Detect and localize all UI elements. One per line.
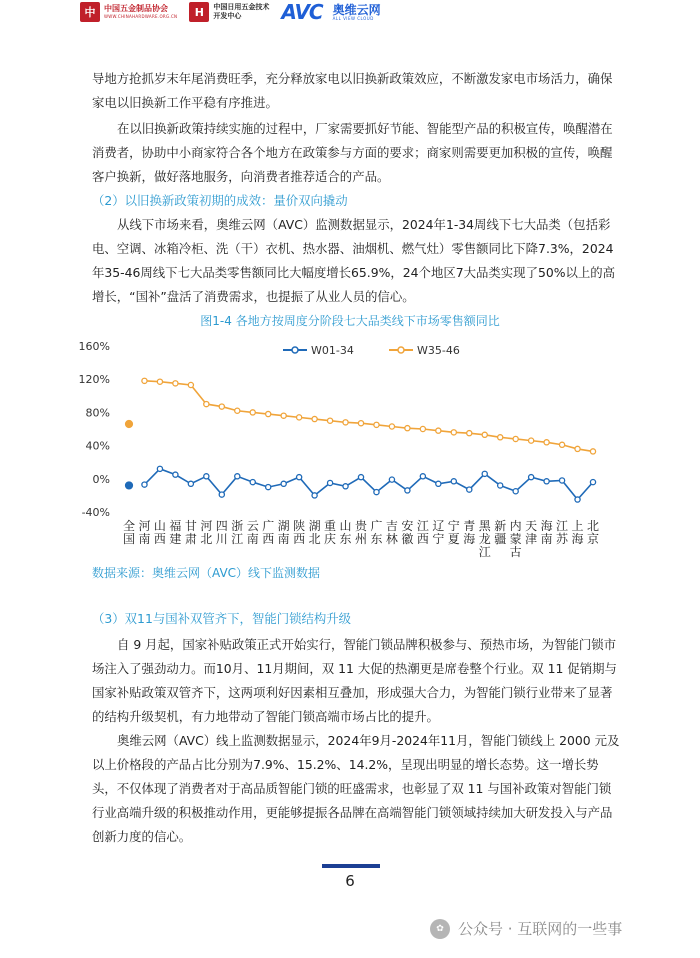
x-category-label: 肃 xyxy=(184,532,197,546)
page-number: 6 xyxy=(345,872,355,890)
section-title-2: （2）以旧换新政策初期的成效：量价双向撬动 xyxy=(92,193,348,208)
x-category-label: 新 xyxy=(494,519,507,533)
data-point-2 xyxy=(219,404,224,409)
tech-center-logo xyxy=(189,2,269,22)
wechat-icon: ✿ xyxy=(430,919,450,939)
data-point-2 xyxy=(405,426,410,431)
data-point-1 xyxy=(250,480,255,485)
x-category-label: 四 xyxy=(215,519,228,533)
data-point-2 xyxy=(358,421,363,426)
data-point-2 xyxy=(374,422,379,427)
x-category-label: 全 xyxy=(122,519,136,533)
data-point-1 xyxy=(529,475,534,480)
x-category-label: 云 xyxy=(246,519,259,533)
x-category-label: 蒙 xyxy=(509,532,522,546)
x-category-label: 北 xyxy=(200,532,213,546)
avc-name: 奥维云网 xyxy=(332,2,381,17)
data-point-2 xyxy=(544,440,549,445)
data-source: 数据来源：奥维云网（AVC）线下监测数据 xyxy=(92,566,321,580)
data-point-2 xyxy=(266,411,271,416)
x-category-label: 黑 xyxy=(478,519,491,533)
x-category-label: 川 xyxy=(215,532,228,546)
x-category-label: 南 xyxy=(246,532,259,546)
data-point-2 xyxy=(389,424,394,429)
watermark-text: 公众号 · 互联网的一些事 xyxy=(458,920,623,938)
data-point-1 xyxy=(420,474,425,479)
x-category-label: 海 xyxy=(571,532,584,546)
x-category-label: 浙 xyxy=(231,519,244,533)
national-point-2 xyxy=(125,420,132,427)
x-category-label: 贵 xyxy=(354,519,368,533)
x-category-label: 东 xyxy=(370,532,383,546)
x-category-label: 宁 xyxy=(432,532,445,546)
x-category-label: 古 xyxy=(509,545,522,559)
avc-logo xyxy=(281,0,380,24)
data-point-1 xyxy=(482,471,487,476)
data-point-2 xyxy=(157,379,162,384)
data-point-1 xyxy=(173,472,178,477)
data-point-1 xyxy=(544,479,549,484)
header-logos xyxy=(80,0,393,24)
x-category-label: 京 xyxy=(586,532,600,546)
paragraph-4: 自 9 月起，国家补贴政策正式开始实行，智能门锁品牌积极参与、预热市场，为智能门锁市场注入了强劲动力。而10月、11月期间，双 11 大促的热潮更是席卷整个行业。双 11 促销期与国家补贴政策双管齐下，这两项利好因素相互叠加，形成强大合力，为智能门锁行业带来了显著的结构升级契机，有力地带动了智能门锁高端市场占比的提升。 xyxy=(92,637,617,724)
data-point-2 xyxy=(312,416,317,421)
avc-logo-mark: AVC xyxy=(281,0,323,24)
x-category-label: 上 xyxy=(571,519,584,533)
legend-marker-1 xyxy=(292,347,298,353)
x-category-label: 西 xyxy=(153,532,166,546)
x-category-label: 国 xyxy=(122,532,136,546)
data-point-2 xyxy=(590,449,595,454)
series-line-2 xyxy=(144,381,593,452)
tech-center-name-line1: 中国日用五金技术 xyxy=(213,3,270,11)
x-category-label: 南 xyxy=(138,532,151,546)
data-point-2 xyxy=(529,438,534,443)
data-point-2 xyxy=(420,426,425,431)
chart-title: 图1-4 各地方按周度分阶段七大品类线下市场零售额同比 xyxy=(200,314,500,328)
x-category-label: 重 xyxy=(324,519,337,533)
x-category-label: 湖 xyxy=(308,519,321,533)
legend-marker-2 xyxy=(398,347,404,353)
avc-subtitle: ALL VIEW CLOUD xyxy=(332,15,374,21)
data-point-1 xyxy=(142,482,147,487)
x-category-label: 青 xyxy=(463,519,476,533)
retail-growth-line-chart xyxy=(0,330,700,560)
data-point-1 xyxy=(513,489,518,494)
data-point-1 xyxy=(559,478,564,483)
national-point-1 xyxy=(125,482,132,489)
x-category-label: 龙 xyxy=(478,532,491,546)
x-category-label: 辽 xyxy=(432,519,445,533)
association-logo-icon: 中 xyxy=(80,2,100,22)
x-category-label: 北 xyxy=(586,519,600,533)
data-point-2 xyxy=(235,408,240,413)
x-category-label: 安 xyxy=(401,519,414,533)
x-category-label: 庆 xyxy=(324,532,337,546)
data-point-1 xyxy=(405,488,410,493)
data-point-1 xyxy=(327,480,332,485)
x-category-label: 甘 xyxy=(184,519,197,533)
series-line-1 xyxy=(144,469,593,500)
watermark xyxy=(430,918,622,939)
x-category-label: 林 xyxy=(385,532,398,546)
x-category-label: 天 xyxy=(525,519,538,533)
x-category-label: 福 xyxy=(169,519,182,533)
x-category-label: 江 xyxy=(416,519,429,533)
x-category-label: 广 xyxy=(262,519,275,533)
data-point-1 xyxy=(235,474,240,479)
data-point-1 xyxy=(297,475,302,480)
x-category-label: 南 xyxy=(277,532,290,546)
x-category-label: 州 xyxy=(354,532,368,546)
data-point-1 xyxy=(343,484,348,489)
x-category-label: 湖 xyxy=(277,519,290,533)
data-point-1 xyxy=(157,466,162,471)
x-category-label: 津 xyxy=(525,532,538,546)
data-point-1 xyxy=(451,479,456,484)
data-point-2 xyxy=(498,435,503,440)
x-category-label: 夏 xyxy=(447,532,460,546)
y-tick-label: 160% xyxy=(78,340,110,353)
data-point-2 xyxy=(327,418,332,423)
legend-label-2: W35-46 xyxy=(417,344,460,357)
data-point-2 xyxy=(188,382,193,387)
x-category-label: 吉 xyxy=(385,519,398,533)
tech-center-logo-icon: H xyxy=(189,2,209,22)
data-point-2 xyxy=(343,420,348,425)
data-point-2 xyxy=(250,410,255,415)
data-point-1 xyxy=(219,492,224,497)
association-url: WWW.CHINAHARDWARE.ORG.CN xyxy=(104,14,178,19)
x-category-label: 南 xyxy=(540,532,553,546)
x-category-label: 西 xyxy=(262,532,275,546)
data-point-1 xyxy=(590,480,595,485)
x-category-label: 江 xyxy=(556,519,569,533)
x-category-label: 西 xyxy=(293,532,306,546)
x-category-label: 山 xyxy=(339,519,352,533)
data-point-1 xyxy=(188,481,193,486)
data-point-1 xyxy=(575,497,580,502)
x-category-label: 陕 xyxy=(293,519,306,533)
page-number-bar xyxy=(322,864,380,868)
y-tick-label: 0% xyxy=(92,472,110,486)
x-category-label: 东 xyxy=(339,532,352,546)
data-point-2 xyxy=(451,430,456,435)
data-point-1 xyxy=(374,489,379,494)
y-tick-label: 80% xyxy=(85,406,110,420)
data-point-1 xyxy=(436,481,441,486)
x-category-label: 海 xyxy=(540,519,553,533)
x-category-label: 河 xyxy=(138,519,151,533)
y-tick-label: 40% xyxy=(85,439,110,453)
paragraph-2: 在以旧换新政策持续实施的过程中，厂家需要抓好节能、智能型产品的积极宣传，唤醒潜在消费者，协助中小商家符合各个地方在政策参与方面的要求；商家则需要更加积极的宣传，唤醒客户换新，做好落地服务，向消费者推荐适合的产品。 xyxy=(92,121,613,184)
data-point-2 xyxy=(173,381,178,386)
data-point-1 xyxy=(498,483,503,488)
legend-label-1: W01-34 xyxy=(311,344,354,357)
x-category-label: 海 xyxy=(463,532,476,546)
x-category-label: 内 xyxy=(509,519,522,533)
data-point-1 xyxy=(358,475,363,480)
data-point-1 xyxy=(312,493,317,498)
x-category-label: 广 xyxy=(370,519,383,533)
data-point-2 xyxy=(467,431,472,436)
x-category-label: 江 xyxy=(478,545,491,559)
x-category-label: 北 xyxy=(308,532,321,546)
x-category-label: 河 xyxy=(200,519,213,533)
x-category-label: 建 xyxy=(169,532,182,546)
data-point-2 xyxy=(204,402,209,407)
data-point-1 xyxy=(281,481,286,486)
section-title-3: （3）双11与国补双管齐下，智能门锁结构升级 xyxy=(92,611,352,626)
data-point-1 xyxy=(266,485,271,490)
data-point-1 xyxy=(389,477,394,482)
paragraph-3: 从线下市场来看，奥维云网（AVC）监测数据显示，2024年1-34周线下七大品类（包括彩电、空调、冰箱冷柜、洗（干）衣机、热水器、油烟机、燃气灶）零售额同比下降7.3%，2024年35-46周线下七大品类零售额同比大幅度增长65.9%，24个地区7大品类实现了50%以上的高增长，“国补”盘活了消费需求，也提振了从业人员的信心。 xyxy=(92,217,616,304)
data-point-2 xyxy=(482,432,487,437)
x-category-label: 徽 xyxy=(401,532,414,546)
x-category-label: 苏 xyxy=(556,532,569,546)
paragraph-5: 奥维云网（AVC）线上监测数据显示，2024年9月-2024年11月，智能门锁线上 2000 元及以上价格段的产品占比分别为7.9%、15.2%、14.2%，呈现出明显的增长态势。这一增长势头，不仅体现了消费者对于高品质智能门锁的旺盛需求，也彰显了双 11 与国补政策对智能门锁行业高端升级的积极推动作用，更能够提振各品牌在高端智能门锁领域持续加大研发投入与产品创新力度的信心。 xyxy=(92,733,620,844)
data-point-2 xyxy=(575,446,580,451)
data-point-1 xyxy=(467,487,472,492)
association-logo xyxy=(80,2,177,22)
x-category-label: 江 xyxy=(231,532,244,546)
tech-center-name-line2: 开发中心 xyxy=(213,12,242,20)
data-point-2 xyxy=(142,378,147,383)
x-category-label: 宁 xyxy=(447,519,460,533)
data-point-2 xyxy=(297,415,302,420)
data-point-2 xyxy=(513,436,518,441)
paragraph-1: 导地方抢抓岁末年尾消费旺季，充分释放家电以旧换新政策效应，不断激发家电市场活力，确保家电以旧换新工作平稳有序推进。 xyxy=(92,71,613,110)
association-name: 中国五金制品协会 xyxy=(104,4,168,13)
data-point-1 xyxy=(204,474,209,479)
y-tick-label: -40% xyxy=(81,506,110,519)
data-point-2 xyxy=(559,442,564,447)
x-category-label: 西 xyxy=(416,532,429,546)
x-category-label: 疆 xyxy=(494,532,507,546)
data-point-2 xyxy=(281,413,286,418)
y-tick-label: 120% xyxy=(78,373,110,387)
x-category-label: 山 xyxy=(153,519,166,533)
data-point-2 xyxy=(436,428,441,433)
